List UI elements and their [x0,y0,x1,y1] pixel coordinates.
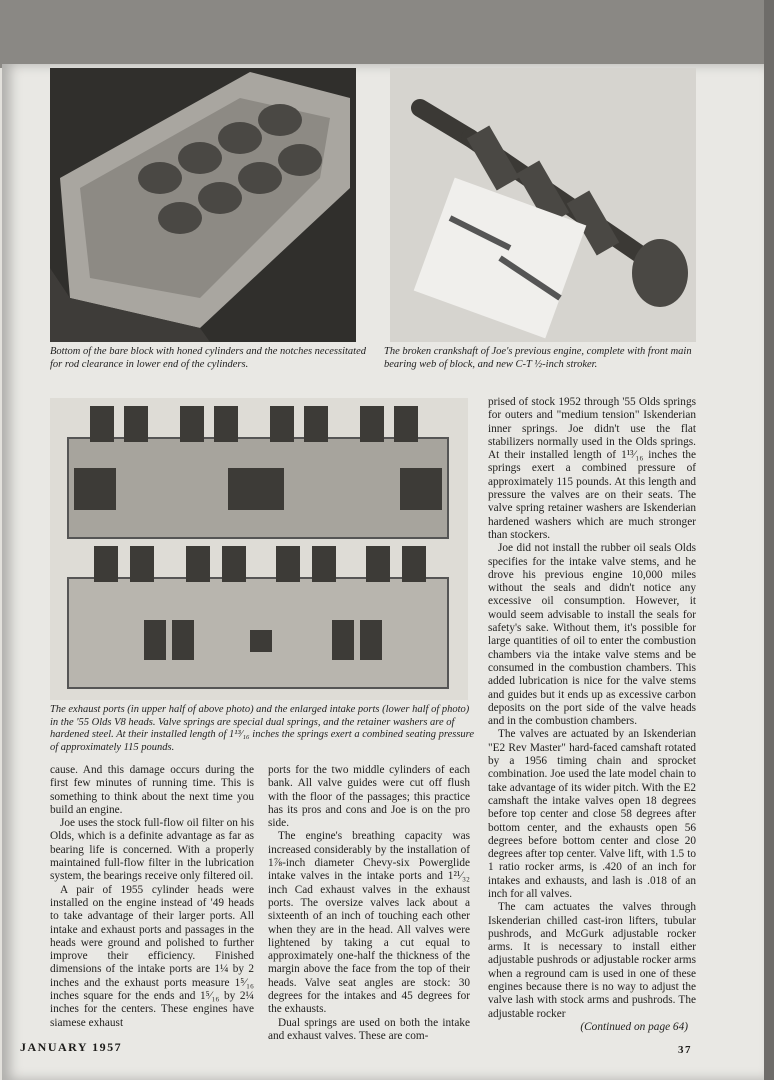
engine-block-illustration [50,68,356,342]
background-surface [0,0,774,68]
background-edge [764,0,774,1080]
text-column-1 [50,764,254,1030]
continued-note: (Continued on page 64) [580,1020,688,1033]
text-column-3 [488,396,696,1034]
paragraph: Dual springs are used on both the intake and exhaust valves. These are com- [268,1016,470,1042]
crank-caption: The broken crankshaft of Joe's previous engine, complete with front main bearing web of block, and new C-T ½-inch stroker. [384,346,692,370]
text-column-2 [268,764,470,1043]
paragraph: cause. And this damage occurs during the first few minutes of running time. This is something to think about the next time you build an engine. [50,764,254,816]
crankshaft-photo [390,68,696,342]
paragraph: Joe did not install the rubber oil seals Olds specifies for the intake valve stems, and he drove his previous engine 10,000 miles without the seals and didn't notice any excessive oil consumption. However, it would seem advisable to install the seals for safety's sake. Without them, it's possible for large quantities of oil to enter the combustion chambers via the intake valve stems and be consumed in the combustion chambers. This added lubrication is nice for the valve stems and guides but it ends up as excessive carbon deposits on the port side of the valve heads and in the combustion chambers. [488,542,696,728]
paragraph: ports for the two middle cylinders of each bank. All valve guides were cut off flush with the floor of the passages; this practice has its pros and cons and Joe is on the pro side. [268,764,470,830]
paragraph: A pair of 1955 cylinder heads were installed on the engine instead of '49 heads to take advantage of their larger ports. All intake and exhaust ports and passages in the heads were ground and polished to further improve their efficiency. Finished dimensions of the intake ports are 1¼ by 2 inches and the exhaust ports measure 1⁵⁄₁₆ inches square for the ends and 1⁵⁄₁₆ by 2¼ inches for the centers. These engines have siamese exhaust [50,883,254,1029]
paragraph: The engine's breathing capacity was increased considerably by the installation of 1⅞-inch diameter Chevy-six Powerglide intake valves in the intake ports and 1²¹⁄₃₂ inch Cad exhaust valves in the exhaust ports. The oversize valves lack about a sixteenth of an inch of touching each other when they are in the head. All valves were lightened by taking a cut equal to approximately one-half the thickness of the margin above the face from the top of their heads. Valve seat angles are stock: 30 degrees for the intakes and 45 degrees for the exhausts. [268,830,470,1016]
cylinder-heads-illustration [50,398,468,700]
engine-block-photo [50,68,356,342]
cylinder-heads-photo [50,398,468,700]
paragraph: The cam actuates the valves through Iskenderian chilled cast-iron lifters, tubular pushrods, and McGurk adjustable rocker arms. It is necessary to install either adjustable pushrods or adjustable rocker arms when a reground cam is used in one of these engines because there is no way to adjust the valve lash with stock arms and pushrods. The adjustable rocker [488,901,696,1020]
footer-date: JANUARY 1957 [20,1040,123,1054]
magazine-page [2,64,764,1080]
crankshaft-illustration [390,68,696,342]
paragraph: The valves are actuated by an Iskenderian "E2 Rev Master" hard-faced camshaft rotated by a 1956 timing chain and sprocket combination. Joe used the late model chain to take advantage of its wider pitch. With the E2 camshaft the intake valves open 18 degrees before top center and close 58 degrees after bottom center, and the exhausts open 56 degrees before bottom center and close 20 degrees after top center. Valve lift, with 1.5 to 1 ratio rocker arms, is .420 of an inch for intakes and exhausts, and lash is .018 of an inch for all valves. [488,728,696,900]
paragraph: prised of stock 1952 through '55 Olds springs for outers and "medium tension" Iskenderian inner springs. Joe didn't use the flat stabilizers normally used in the Olds springs. At their installed length of 1¹³⁄₁₆ inches the springs exert a combined pressure of approximately 115 pounds. At this length and pressure the valves are on their seats. The valve spring retainer washers are Iskenderian hardened washers which are much stronger than stockers. [488,396,696,541]
paragraph: Joe uses the stock full-flow oil filter on his Olds, which is a definite advantage as far as bearing life is concerned. With a properly maintained full-flow filter in the lubrication system, the bearings receive only filtered oil. [50,817,254,883]
heads-caption: The exhaust ports (in upper half of above photo) and the enlarged intake ports (lower half of photo) in the '55 Olds V8 heads. Valve springs are special dual springs, and the retainer washers are of hardened steel. At their installed length of 1¹³⁄₁₆ inches the springs exert a combined seating pressure of approximately 115 pounds. [50,704,475,753]
page-number: 37 [678,1044,692,1056]
block-caption: Bottom of the bare block with honed cylinders and the notches necessitated for rod clearance in lower end of the cylinders. [50,346,366,370]
